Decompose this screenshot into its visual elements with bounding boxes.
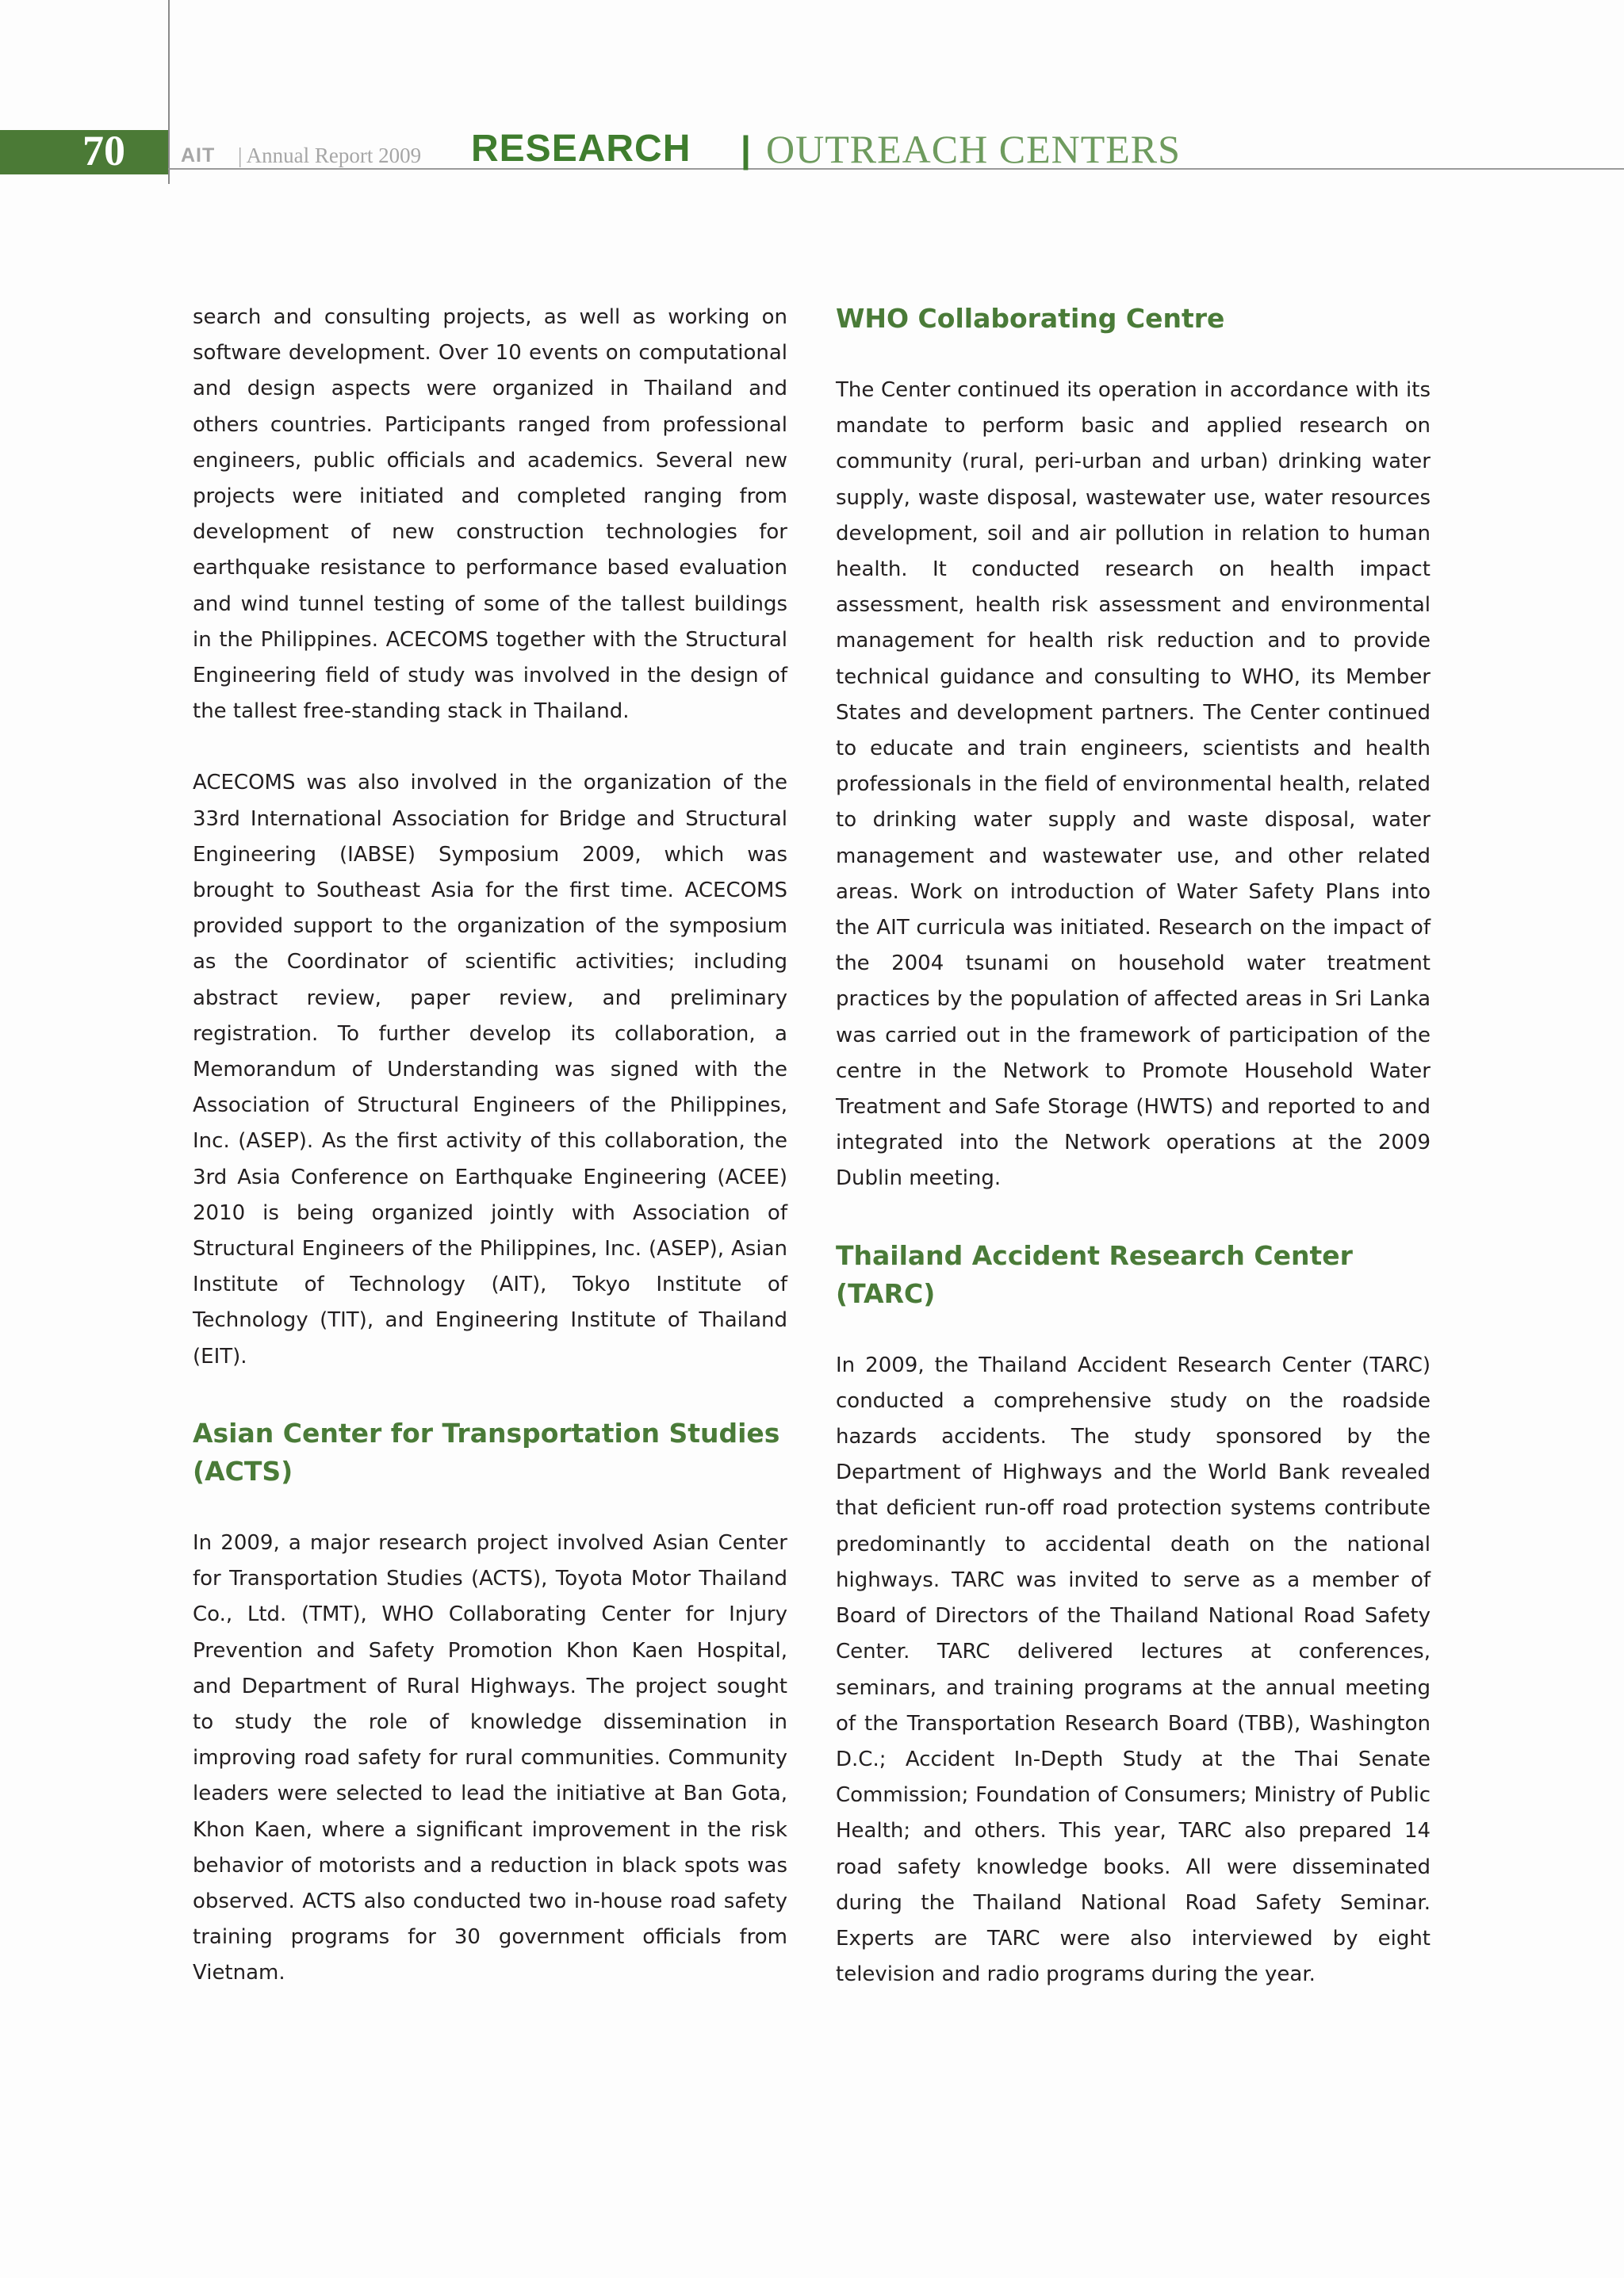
right-column xyxy=(836,300,1431,1993)
header-subsection: OUTREACH CENTERS xyxy=(766,127,1181,171)
header-separator: | xyxy=(741,128,751,170)
acts-heading: Asian Center for Transportation Studies (ACTS) xyxy=(193,1417,780,1487)
acts-paragraph: In 2009, a major research project involved Asian Center for Transportation Studies (ACTS), Toyota Motor Thailand Co., Ltd. (TMT), WHO Collaborating Center for Injury Prevention and Safety Promotion Khon Kaen Hospital, and Department of Rural Highways. The project sought to study the role of knowledge dissemination in improving road safety for rural communities. Community leaders were selected to lead the initiative at Ban Gota, Khon Kaen, where a significant improvement in the risk behavior of motorists and a reduction in black spots was observed. ACTS also conducted two in-house road safety training programs for 30 government officials from Vietnam. xyxy=(193,1530,787,1985)
who-heading: WHO Collaborating Centre xyxy=(836,303,1225,334)
acecoms-paragraph-1: search and consulting projects, as well as working on software development. Over 10 events on computational and design aspects were organized in Thailand and others countries. Participants ranged from professional engineers, public officials and academics. Several new projects were initiated and completed ranging from development of new construction technologies for earthquake resistance to performance based evaluation and wind tunnel testing of some of the tallest buildings in the Philippines. ACECOMS together with the Structural Engineering field of study was involved in the design of the tallest free-standing stack in Thailand. xyxy=(193,305,787,724)
header-org: AIT xyxy=(181,144,216,167)
header-section: RESEARCH xyxy=(471,128,691,170)
who-paragraph: The Center continued its operation in accordance with its mandate to perform basic and applied research on community (rural, peri-urban and urban) drinking water supply, waste disposal, wastewater use, water resources development, soil and air pollution in relation to human health. It conducted research on health impact assessment, health risk assessment and environmental management for health risk reduction and to provide technical guidance and consulting to WHO, its Member States and development partners. The Center continued to educate and train engineers, scientists and health professionals in the field of environmental health, related to drinking water supply and waste disposal, water management and wastewater use, and other related areas. Work on introduction of Water Safety Plans into the AIT curricula was initiated. Research on the impact of the 2004 tsunami on household water treatment practices by the population of affected areas in Sri Lanka was carried out in the framework of participation of the centre in the Network to Promote Household Water Treatment and Safe Storage (HWTS) and reported to and integrated into the Network operations at the 2009 Dublin meeting. xyxy=(836,378,1431,1191)
page-number: 70 xyxy=(82,127,125,174)
tarc-heading: Thailand Accident Research Center (TARC) xyxy=(836,1239,1353,1309)
header-vertical-rule xyxy=(168,0,170,184)
header-report-title: | Annual Report 2009 xyxy=(238,144,422,167)
acecoms-paragraph-2: ACECOMS was also involved in the organization of the 33rd International Association for Bridge and Structural Engineering (IABSE) Symposium 2009, which was brought to Southeast Asia for the first time. ACECOMS provided support to the organization of the symposium as the Coordinator of scientific activities; including abstract review, paper review, and preliminary registration. To further develop its collaboration, a Memorandum of Understanding was signed with the Association of Structural Engineers of the Philippines, Inc. (ASEP). As the first activity of this collaboration, the 3rd Asia Conference on Earthquake Engineering (ACEE) 2010 is being organized jointly with Association of Structural Engineers of the Philippines, Inc. (ASEP), Asian Institute of Technology (AIT), Tokyo Institute of Technology (TIT), and Engineering Institute of Thailand (EIT). xyxy=(193,771,787,1369)
tarc-paragraph: In 2009, the Thailand Accident Research Center (TARC) conducted a comprehensive study on the roadside hazards accidents. The study sponsored by the Department of Highways and the World Bank revealed that deficient run-off road protection systems contribute predominantly to accidental death on the national highways. TARC was invited to serve as a member of Board of Directors of the Thailand National Road Safety Center. TARC delivered lectures at conferences, seminars, and training programs at the annual meeting of the Transportation Research Board (TBB), Washington D.C.; Accident In-Depth Study at the Thai Senate Commission; Foundation of Consumers; Ministry of Public Health; and others. This year, TARC also prepared 14 road safety knowledge books. All were disseminated during the Thailand National Road Safety Seminar. Experts are TARC were also interviewed by eight television and radio programs during the year. xyxy=(836,1353,1431,1987)
left-column xyxy=(193,300,787,1992)
